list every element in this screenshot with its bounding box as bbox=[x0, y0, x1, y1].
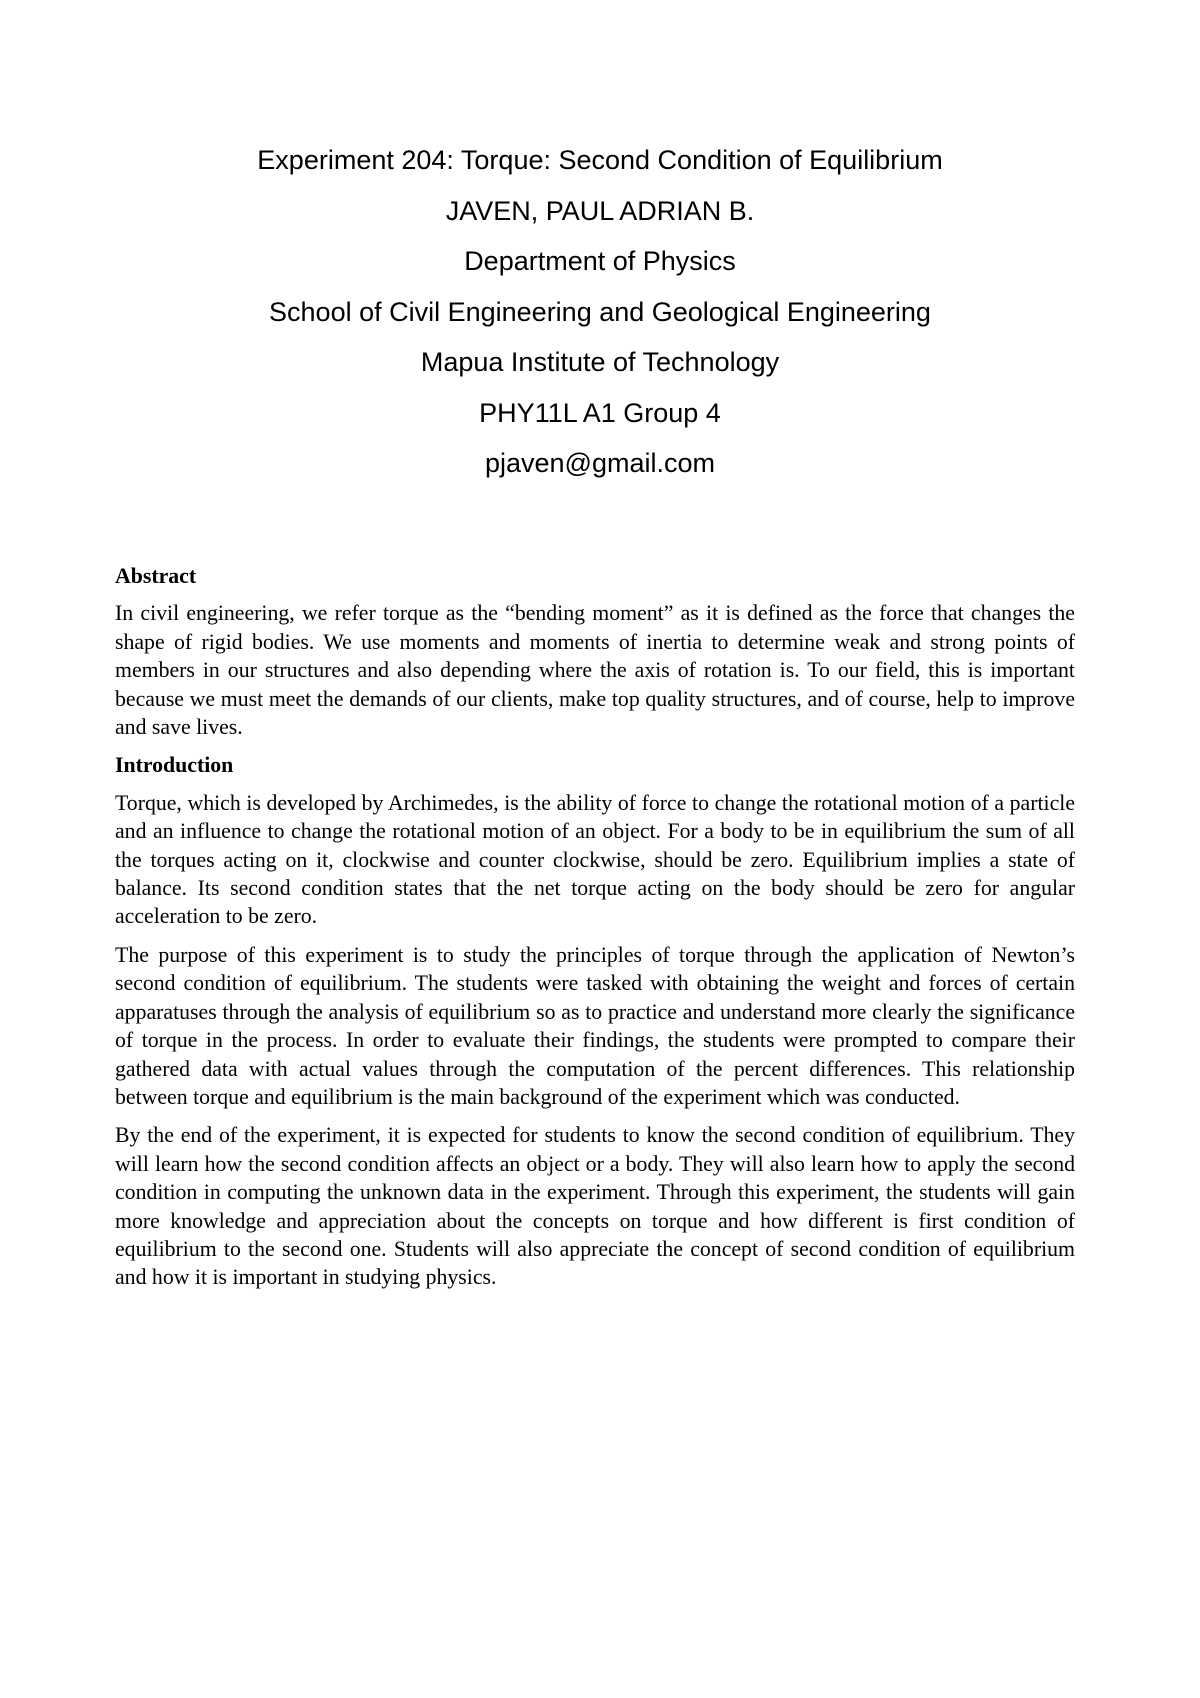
paper-body bbox=[115, 562, 1075, 1302]
title-block bbox=[0, 140, 1200, 494]
introduction-paragraph-1: Torque, which is developed by Archimedes, is the ability of force to change the rotational motion of a particle and an influence to change the rotational motion of an object. For a body to be in equilibrium the sum of all the torques acting on it, clockwise and counter clockwise, should be zero. Equilibrium implies a state of balance. Its second condition states that the net torque acting on the body should be zero for angular acceleration to be zero. bbox=[115, 790, 1075, 929]
class-group: PHY11L A1 Group 4 bbox=[479, 397, 721, 428]
abstract-text: In civil engineering, we refer torque as the “bending moment” as it is defined as the force that changes the shape of rigid bodies. We use moments and moments of inertia to determine weak and strong points of members in our structures and also depending where the axis of rotation is. To our field, this is important because we must meet the demands of our clients, make top quality structures, and of course, help to improve and save lives. bbox=[115, 601, 1075, 740]
author-name: JAVEN, PAUL ADRIAN B. bbox=[445, 195, 755, 226]
paper-title: Experiment 204: Torque: Second Condition of Equilibrium bbox=[257, 145, 943, 175]
introduction-paragraph-2: The purpose of this experiment is to study the principles of torque through the application of Newton’s second condition of equilibrium. The students were tasked with obtaining the weight and forces of certain apparatuses through the analysis of equilibrium so as to practice and understand more clearly the significance of torque in the process. In order to evaluate their findings, the students were prompted to compare their gathered data with actual values through the computation of the percent differences. This relationship between torque and equilibrium is the main background of the experiment which was conducted. bbox=[115, 942, 1075, 1109]
author-email: pjaven@gmail.com bbox=[484, 448, 715, 478]
school: School of Civil Engineering and Geological Engineering bbox=[269, 296, 931, 327]
department: Department of Physics bbox=[464, 246, 736, 276]
institution: Mapua Institute of Technology bbox=[420, 347, 780, 377]
introduction-heading: Introduction bbox=[115, 753, 234, 778]
abstract-heading: Abstract bbox=[115, 564, 197, 588]
introduction-paragraph-3: By the end of the experiment, it is expected for students to know the second condition of equilibrium. They will learn how the second condition affects an object or a body. They will also learn how to apply the second condition in computing the unknown data in the experiment. Through this experiment, the students will gain more knowledge and appreciation about the concepts on torque and how different is first condition of equilibrium to the second one. Students will also appreciate the concept of second condition of equilibrium and how it is important in studying physics. bbox=[115, 1123, 1075, 1290]
